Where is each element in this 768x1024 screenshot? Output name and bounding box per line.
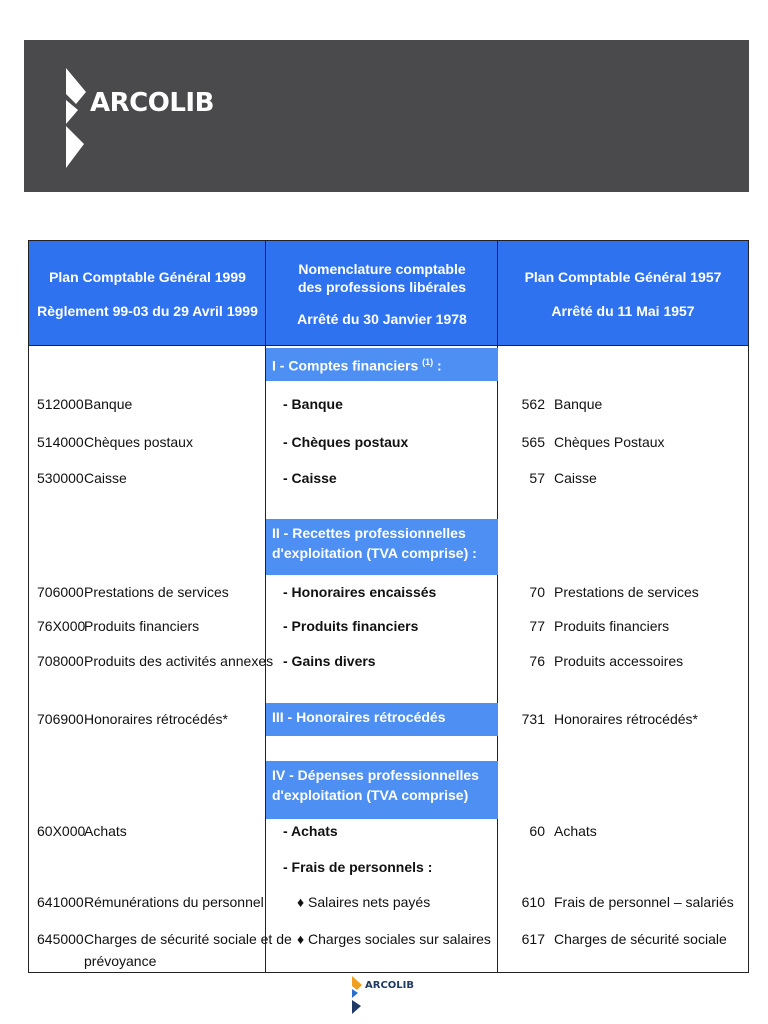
section-title-line1: IV - Dépenses professionnelles <box>272 767 479 783</box>
nomenclature-subitem: ♦ Charges sociales sur salaires <box>297 931 491 947</box>
header-pcg-1999-title: Plan Comptable Général 1999 <box>49 268 246 285</box>
header-pcg-1957 <box>498 241 748 346</box>
section-title: I - Comptes financiers <box>272 357 419 374</box>
old-account-label: Banque <box>554 396 603 412</box>
old-account-code: 731 <box>521 711 545 727</box>
account-label: Produits des activités annexes <box>84 653 274 669</box>
account-code: 708000 <box>37 653 84 669</box>
old-account-label: Prestations de services <box>554 584 699 600</box>
account-label: Caisse <box>84 470 127 486</box>
old-account-label: Produits financiers <box>554 618 670 634</box>
old-account-label: Frais de personnel – salariés <box>554 894 734 910</box>
header-divider <box>29 345 748 346</box>
footer-logo <box>352 976 414 1019</box>
nomenclature-subitem: ♦ Salaires nets payés <box>297 894 431 910</box>
section-title-tail: : <box>433 357 442 374</box>
old-account-label: Charges de sécurité sociale <box>554 931 727 947</box>
arcolib-small-logo-icon <box>352 976 364 1014</box>
account-label: Achats <box>84 823 127 839</box>
old-account-label: Caisse <box>554 470 597 486</box>
account-code: 530000 <box>37 470 84 486</box>
accounting-comparison-table <box>28 240 749 973</box>
section-comptes-financiers <box>266 348 498 381</box>
account-label-continued: prévoyance <box>84 953 157 969</box>
header-pcg-1999-subtitle: Règlement 99-03 du 29 Avril 1999 <box>37 302 258 319</box>
old-account-code: 76 <box>529 653 545 669</box>
footnote-marker: (1) <box>422 357 434 367</box>
old-account-code: 610 <box>521 894 545 910</box>
account-label: Banque <box>84 396 133 412</box>
old-account-code: 70 <box>529 584 545 600</box>
old-account-code: 60 <box>529 823 545 839</box>
old-account-label: Chèques Postaux <box>554 434 665 450</box>
section-title-line2: d'exploitation (TVA comprise) : <box>272 545 477 561</box>
section-title-line2: d'exploitation (TVA comprise) <box>272 787 469 803</box>
old-account-code: 77 <box>529 618 545 634</box>
footer-brand-name: ARCOLIB <box>365 980 414 991</box>
account-label: Charges de sécurité sociale et de <box>84 931 292 947</box>
old-account-label: Produits accessoires <box>554 653 684 669</box>
section-depenses <box>266 761 498 819</box>
old-account-label: Achats <box>554 823 597 839</box>
section-recettes <box>266 519 498 575</box>
old-account-label: Honoraires rétrocédés* <box>554 711 698 727</box>
account-code: 706000 <box>37 584 84 600</box>
brand-name: ARCOLIB <box>90 88 214 118</box>
account-code: 60X000 <box>37 823 86 839</box>
old-account-code: 562 <box>521 396 545 412</box>
section-title: III - Honoraires rétrocédés <box>272 709 446 725</box>
header-nomenclature-line3: Arrêté du 30 Janvier 1978 <box>297 310 467 327</box>
arcolib-logo-icon <box>66 68 88 168</box>
nomenclature-item: - Caisse <box>283 470 337 486</box>
section-title-line1: II - Recettes professionnelles <box>272 525 466 541</box>
account-label: Rémunérations du personnel <box>84 894 264 910</box>
old-account-code: 565 <box>521 434 545 450</box>
header-banner <box>24 40 749 192</box>
nomenclature-item: - Banque <box>283 396 343 412</box>
header-pcg-1957-title: Plan Comptable Général 1957 <box>524 268 722 285</box>
nomenclature-item: - Gains divers <box>283 653 376 669</box>
nomenclature-item: - Produits financiers <box>283 618 419 634</box>
account-label: Prestations de services <box>84 584 229 600</box>
account-code: 76X000 <box>37 618 86 634</box>
nomenclature-item: - Achats <box>283 823 338 839</box>
account-code: 514000 <box>37 434 84 450</box>
header-nomenclature-line1: Nomenclature comptable <box>298 260 466 277</box>
account-code: 645000 <box>37 931 84 947</box>
account-label: Produits financiers <box>84 618 200 634</box>
section-honoraires-retrocedes <box>266 703 498 736</box>
nomenclature-item: - Honoraires encaissés <box>283 584 437 600</box>
account-code: 641000 <box>37 894 84 910</box>
header-nomenclature <box>266 241 498 346</box>
nomenclature-item: - Chèques postaux <box>283 434 409 450</box>
account-label: Chèques postaux <box>84 434 193 450</box>
account-code: 512000 <box>37 396 84 412</box>
nomenclature-item: - Frais de personnels : <box>283 859 433 875</box>
old-account-code: 57 <box>529 470 545 486</box>
header-pcg-1999 <box>29 241 266 346</box>
old-account-code: 617 <box>521 931 545 947</box>
header-nomenclature-line2: des professions libérales <box>297 278 467 295</box>
account-code: 706900 <box>37 711 84 727</box>
header-pcg-1957-subtitle: Arrêté du 11 Mai 1957 <box>551 302 695 319</box>
account-label: Honoraires rétrocédés* <box>84 711 228 727</box>
